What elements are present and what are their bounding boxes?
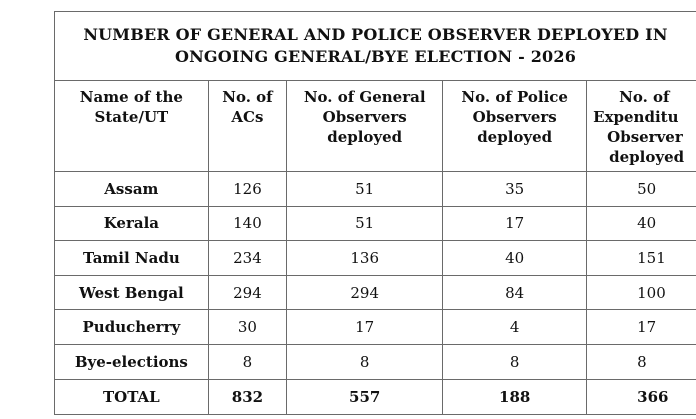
column-header-police-line: deployed — [477, 128, 553, 146]
cell-general: 51 — [287, 172, 443, 207]
table-title — [55, 12, 696, 81]
cell-general: 294 — [287, 275, 443, 310]
total-row — [55, 379, 696, 414]
cell-police: 35 — [443, 172, 587, 207]
cell-expenditure: 40 — [587, 206, 696, 241]
column-header-expenditure-line: Expenditu — [593, 108, 679, 126]
total-expenditure: 366 — [587, 379, 696, 414]
cell-police: 8 — [443, 344, 587, 379]
table-row — [55, 172, 696, 207]
column-header-police-line: Observers — [472, 108, 557, 126]
table-row — [55, 310, 696, 345]
cell-acs: 140 — [208, 206, 286, 241]
column-header-expenditure-line: Observer — [607, 128, 683, 146]
cell-expenditure: 8 — [587, 344, 696, 379]
cell-general: 136 — [287, 241, 443, 276]
cell-acs: 294 — [208, 275, 286, 310]
column-header-acs-line: ACs — [231, 108, 264, 126]
cell-state: Assam — [55, 172, 209, 207]
cell-police: 17 — [443, 206, 587, 241]
cell-police: 84 — [443, 275, 587, 310]
observer-deployment-table — [54, 11, 696, 415]
cell-acs: 126 — [208, 172, 286, 207]
cell-state: Kerala — [55, 206, 209, 241]
cell-general: 51 — [287, 206, 443, 241]
column-header-state-line: State/UT — [94, 108, 169, 126]
column-header-acs — [208, 81, 286, 172]
cell-general: 8 — [287, 344, 443, 379]
column-header-general — [287, 81, 443, 172]
total-label: TOTAL — [55, 379, 209, 414]
cell-expenditure: 100 — [587, 275, 696, 310]
column-header-police-line: No. of Police — [461, 88, 568, 106]
cell-state: Puducherry — [55, 310, 209, 345]
cell-state: Tamil Nadu — [55, 241, 209, 276]
total-acs: 832 — [208, 379, 286, 414]
cell-state: Bye-elections — [55, 344, 209, 379]
cell-general: 17 — [287, 310, 443, 345]
column-header-expenditure — [587, 81, 696, 172]
cell-state: West Bengal — [55, 275, 209, 310]
column-header-expenditure-line: No. of — [619, 88, 670, 106]
table-row — [55, 206, 696, 241]
table-row — [55, 275, 696, 310]
cell-police: 4 — [443, 310, 587, 345]
total-police: 188 — [443, 379, 587, 414]
column-header-general-line: deployed — [327, 128, 403, 146]
cell-expenditure: 17 — [587, 310, 696, 345]
column-header-expenditure-line: deployed — [609, 148, 685, 166]
cell-acs: 30 — [208, 310, 286, 345]
column-header-general-line: Observers — [322, 108, 407, 126]
table-row — [55, 344, 696, 379]
column-header-state-line: Name of the — [79, 88, 183, 106]
cell-expenditure: 151 — [587, 241, 696, 276]
column-header-acs-line: No. of — [222, 88, 273, 106]
cell-expenditure: 50 — [587, 172, 696, 207]
table-title-line-1: NUMBER OF GENERAL AND POLICE OBSERVER DEPLOYED IN — [83, 25, 668, 44]
table-row — [55, 241, 696, 276]
cell-police: 40 — [443, 241, 587, 276]
column-header-state — [55, 81, 209, 172]
cell-acs: 234 — [208, 241, 286, 276]
column-header-general-line: No. of General — [303, 88, 426, 106]
total-general: 557 — [287, 379, 443, 414]
table-title-line-2: ONGOING GENERAL/BYE ELECTION - 2026 — [174, 47, 577, 66]
column-header-police — [443, 81, 587, 172]
header-row — [55, 81, 696, 172]
cell-acs: 8 — [208, 344, 286, 379]
